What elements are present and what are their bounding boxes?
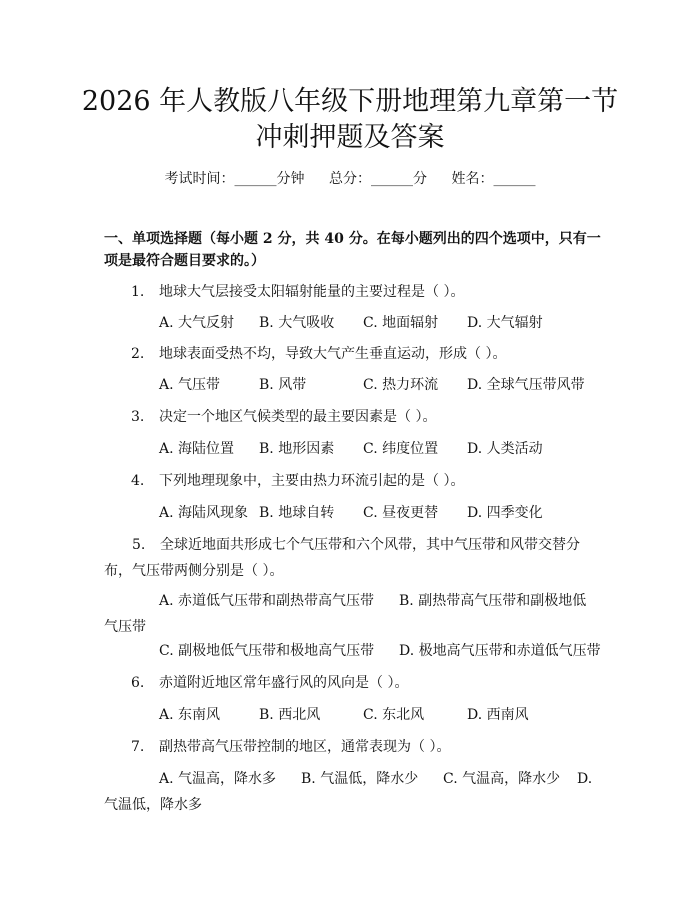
question-6 [131, 670, 627, 696]
option-c: C. 热力环流 [363, 377, 439, 393]
question-2-options [159, 372, 585, 398]
option-b: B. 西北风 [259, 707, 321, 723]
question-1-options [159, 310, 543, 336]
question-text: 下列地理现象中，主要由热力环流引起的是（ ）。 [159, 473, 465, 489]
question-7 [131, 734, 627, 760]
exam-name: 姓名：______ [451, 171, 536, 187]
option-b: B. 副热带高气压带和副极地低气压带 [104, 593, 587, 635]
option-b: B. 地形因素 [259, 441, 335, 457]
question-2 [131, 341, 627, 367]
question-text: 赤道附近地区常年盛行风的风向是（ ）。 [159, 675, 409, 691]
option-b: B. 大气吸收 [259, 315, 335, 331]
option-d: D. 四季变化 [467, 505, 543, 521]
document-title-line2: 冲刺押题及答案 [255, 122, 445, 153]
question-4 [131, 468, 627, 494]
question-number: 5. [132, 537, 146, 553]
section-heading: 一、单项选择题（每小题 2 分，共 40 分。在每小题列出的四个选项中，只有一项是最符合题目要求的。） [104, 231, 601, 269]
option-d: D. 西南风 [467, 707, 529, 723]
option-b: B. 风带 [259, 377, 307, 393]
option-c: C. 东北风 [363, 707, 425, 723]
option-d: D. 大气辐射 [467, 315, 543, 331]
question-text: 决定一个地区气候类型的最主要因素是（ ）。 [159, 409, 437, 425]
question-5 [104, 532, 600, 584]
option-c: C. 纬度位置 [363, 441, 439, 457]
option-a: A. 东南风 [159, 707, 221, 723]
question-text: 地球表面受热不均，导致大气产生垂直运动，形成（ ）。 [159, 346, 507, 362]
option-c: C. 地面辐射 [363, 315, 439, 331]
option-a: A. 赤道低气压带和副热带高气压带 [159, 593, 375, 609]
exam-time: 考试时间：______分钟 [164, 171, 305, 187]
question-number: 7. [131, 739, 145, 755]
question-text: 副热带高气压带控制的地区，通常表现为（ ）。 [159, 739, 451, 755]
question-7-options [104, 766, 600, 818]
exam-score: 总分：______分 [329, 171, 427, 187]
question-number: 6. [131, 675, 145, 691]
question-number: 3. [131, 409, 145, 425]
option-d: D. 人类活动 [467, 441, 543, 457]
question-1 [131, 279, 627, 305]
option-d: D. 全球气压带风带 [467, 377, 585, 393]
question-4-options [159, 500, 543, 526]
exam-meta [0, 168, 700, 188]
option-a: A. 海陆风现象 [159, 505, 249, 521]
option-a: A. 气压带 [159, 377, 221, 393]
option-b: B. 地球自转 [259, 505, 335, 521]
question-3 [131, 404, 627, 430]
option-a: A. 大气反射 [159, 315, 235, 331]
question-5-options-row1 [104, 588, 600, 640]
option-c: C. 昼夜更替 [363, 505, 439, 521]
option-c: C. 副极地低气压带和极地高气压带 [159, 643, 375, 659]
question-number: 4. [131, 473, 145, 489]
question-text: 地球大气层接受太阳辐射能量的主要过程是（ ）。 [159, 284, 465, 300]
option-b: B. 气温低，降水少 [301, 771, 419, 787]
question-6-options [159, 702, 529, 728]
option-d: D. 极地高气压带和赤道低气压带 [399, 643, 601, 659]
question-5-options-row2 [159, 638, 601, 664]
question-number: 1. [131, 284, 145, 300]
option-c: C. 气温高，降水少 [443, 771, 561, 787]
question-number: 2. [131, 346, 145, 362]
option-a: A. 气温高，降水多 [159, 771, 277, 787]
question-3-options [159, 436, 543, 462]
option-d: D. 气温低，降水多 [104, 771, 593, 813]
option-a: A. 海陆位置 [159, 441, 235, 457]
question-text: 全球近地面共形成七个气压带和六个风带，其中气压带和风带交替分布，气压带两侧分别是（ ）。 [104, 537, 580, 579]
document-title-line1: 2026 年人教版八年级下册地理第九章第一节 [81, 86, 619, 117]
